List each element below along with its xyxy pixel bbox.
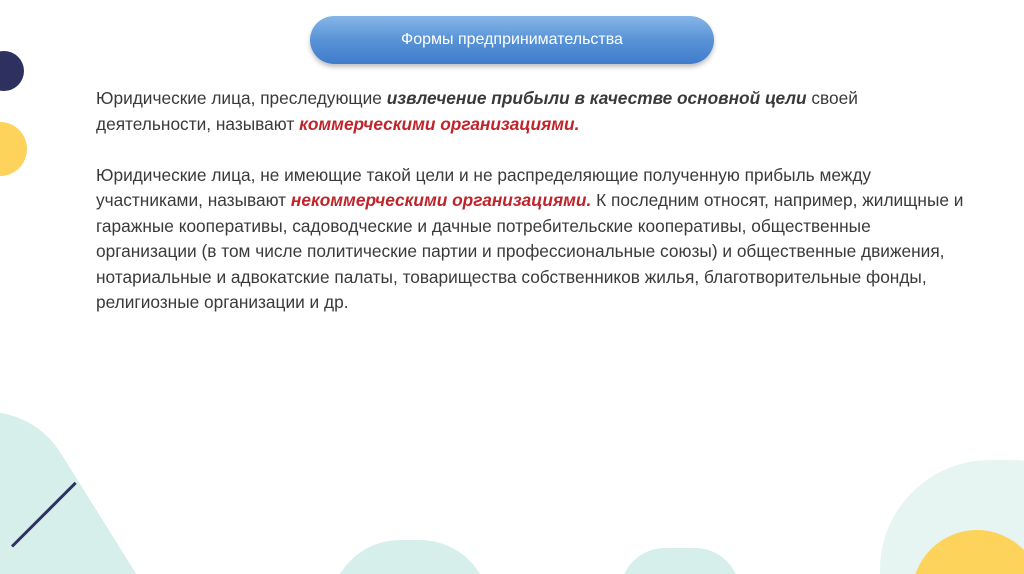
paragraph-noncommercial — [96, 163, 976, 316]
decorative-mint-shape-bottom — [330, 540, 490, 574]
slide-title-text: Формы предпринимательства — [401, 31, 623, 48]
emphasis-text: извлечение прибыли в качестве основной цели — [386, 88, 807, 108]
paragraph-text: К последним относят, например, жилищные и гаражные кооперативы, садоводческие и дачные потребительские кооперативы, общественные организации (в том числе политические партии и профессиональные союзы) и общественные движения, нотариальные и адвокатские палаты, товарищества собственников жилья, благотворительные фонды, религиозные организации и др. — [96, 190, 964, 312]
decorative-yellow-circle-left — [0, 122, 27, 176]
paragraph-text: Юридические лица, не имеющие такой цели и не распределяющие полученную прибыль между участниками, называют — [96, 164, 872, 210]
paragraph-text: Юридические лица, преследующие — [96, 88, 387, 108]
slide-body — [96, 86, 976, 316]
highlight-term: некоммерческими организациями. — [290, 190, 592, 210]
paragraph-commercial — [96, 86, 976, 137]
decorative-navy-circle — [0, 51, 24, 91]
decorative-mint-shape-center — [620, 548, 740, 574]
slide-title — [310, 16, 714, 64]
decorative-mint-shape — [0, 379, 189, 574]
paragraph-text: своей деятельности, называют — [96, 88, 858, 134]
highlight-term: коммерческими организациями. — [299, 113, 580, 134]
